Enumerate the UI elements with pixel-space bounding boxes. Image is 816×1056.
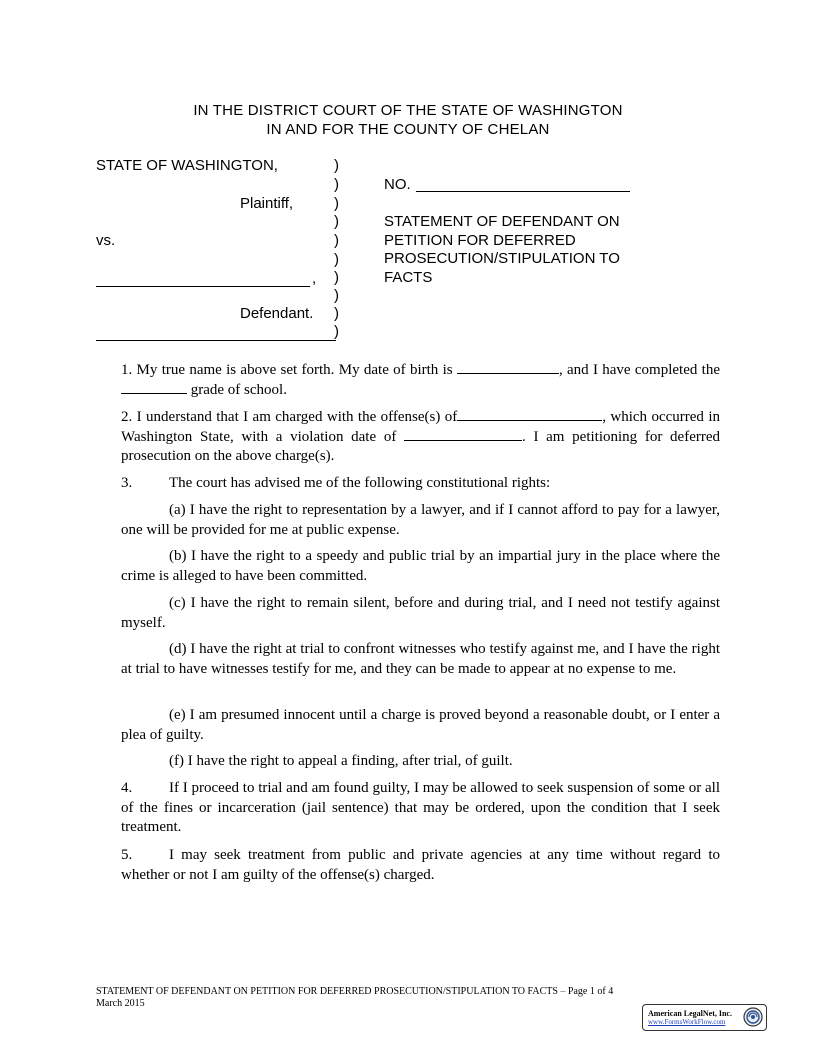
grade-field[interactable]: [121, 381, 187, 394]
caption-paren: ): [334, 251, 339, 268]
footer-title: STATEMENT OF DEFENDANT ON PETITION FOR DEFERRED PROSECUTION/STIPULATION TO FACTS – Page 1 of 4: [96, 986, 614, 997]
paragraph-5: [121, 846, 720, 885]
case-number-field[interactable]: [416, 191, 630, 192]
p5-number: 5.: [121, 847, 133, 863]
right-f: (f) I have the right to appeal a finding, after trial, of guilt.: [169, 753, 513, 769]
right-a: (a) I have the right to representation by a lawyer, and if I cannot afford to pay for a lawyer, one will be provided for me at public expense.: [121, 502, 720, 538]
court-heading-line1: IN THE DISTRICT COURT OF THE STATE OF WASHINGTON: [193, 102, 623, 119]
p2-text-a: 2. I understand that I am charged with the offense(s) of: [121, 409, 458, 425]
p4-text: If I proceed to trial and am found guilty, I may be allowed to seek suspension of some or all of the fines or incarceration (jail sentence) that may be ordered, upon the condition that I seek treatment.: [121, 780, 720, 835]
p1-text-a: 1. My true name is above set forth. My date of birth is: [121, 362, 457, 378]
caption-paren: ): [334, 157, 339, 174]
defendant-name-line[interactable]: [96, 286, 310, 287]
defendant-label: Defendant.: [240, 305, 314, 322]
p1-text-b: , and I have completed the: [558, 362, 720, 378]
case-number-label: NO.: [384, 176, 411, 193]
logo-url[interactable]: www.FormsWorkFlow.com: [648, 1018, 726, 1026]
p3-text: The court has advised me of the following constitutional rights:: [169, 475, 551, 491]
formsworkflow-logo[interactable]: [642, 1004, 767, 1031]
caption-paren: ): [334, 269, 339, 286]
document-title-line: PETITION FOR DEFERRED: [384, 231, 576, 249]
p2-text-b: , which occurred in Washington State, with a violation date of: [121, 409, 720, 445]
paragraph-2: [121, 408, 720, 467]
footer-date: March 2015: [96, 998, 145, 1009]
paragraph-3: [121, 474, 720, 494]
court-heading-line2: IN AND FOR THE COUNTY OF CHELAN: [266, 121, 550, 138]
paragraph-4: [121, 779, 720, 838]
right-b: (b) I have the right to a speedy and public trial by an impartial jury in the place where the crime is alleged to have been committed.: [121, 548, 720, 584]
document-title: [384, 213, 664, 287]
p2-text-c: . I am petitioning for deferred prosecution on the above charge(s).: [121, 428, 720, 464]
p1-text-c: grade of school.: [187, 381, 287, 398]
paragraph-1: [121, 361, 720, 400]
right-d: (d) I have the right at trial to confront witnesses who testify against me, and I have the right at trial to have witnesses testify for me, and they can be made to appear at no expense to me.: [121, 641, 720, 677]
caption-paren: ): [334, 287, 339, 304]
caption-paren: ): [334, 176, 339, 193]
caption-paren: ): [334, 213, 339, 230]
right-e: (e) I am presumed innocent until a charge is proved beyond a reasonable doubt, or I enter a plea of guilty.: [121, 707, 720, 743]
caption-paren: ): [334, 195, 339, 212]
date-of-birth-field[interactable]: [457, 361, 559, 374]
footer-document-title: STATEMENT OF DEFENDANT ON PETITION FOR DEFERRED PROSECUTION/STIPULATION TO FACTS: [96, 986, 558, 997]
document-title-line: FACTS: [384, 268, 433, 286]
violation-date-field[interactable]: [404, 428, 522, 441]
document-title-line: STATEMENT OF DEFENDANT ON: [384, 213, 620, 230]
globe-icon: [743, 1007, 763, 1027]
caption-paren: ): [334, 232, 339, 249]
vs-label: vs.: [96, 232, 116, 249]
p3-number: 3.: [121, 475, 133, 491]
offense-field[interactable]: [457, 408, 602, 421]
p5-text: I may seek treatment from public and private agencies at any time without regard to whether or not I am guilty of the offense(s) charged.: [121, 847, 720, 883]
logo-company-name: American LegalNet, Inc.: [648, 1009, 732, 1018]
defendant-name-comma: ,: [312, 270, 317, 287]
document-title-line: PROSECUTION/STIPULATION TO: [384, 250, 620, 267]
plaintiff-label: Plaintiff,: [240, 195, 294, 212]
page-number: Page 1 of 4: [567, 986, 614, 997]
p4-number: 4.: [121, 780, 133, 796]
caption-bottom-line: [96, 340, 336, 341]
right-c: (c) I have the right to remain silent, before and during trial, and I need not testify against myself.: [121, 595, 720, 631]
caption-paren: ): [334, 305, 339, 322]
caption-paren: ): [334, 323, 339, 340]
state-party: STATE OF WASHINGTON,: [96, 157, 278, 174]
